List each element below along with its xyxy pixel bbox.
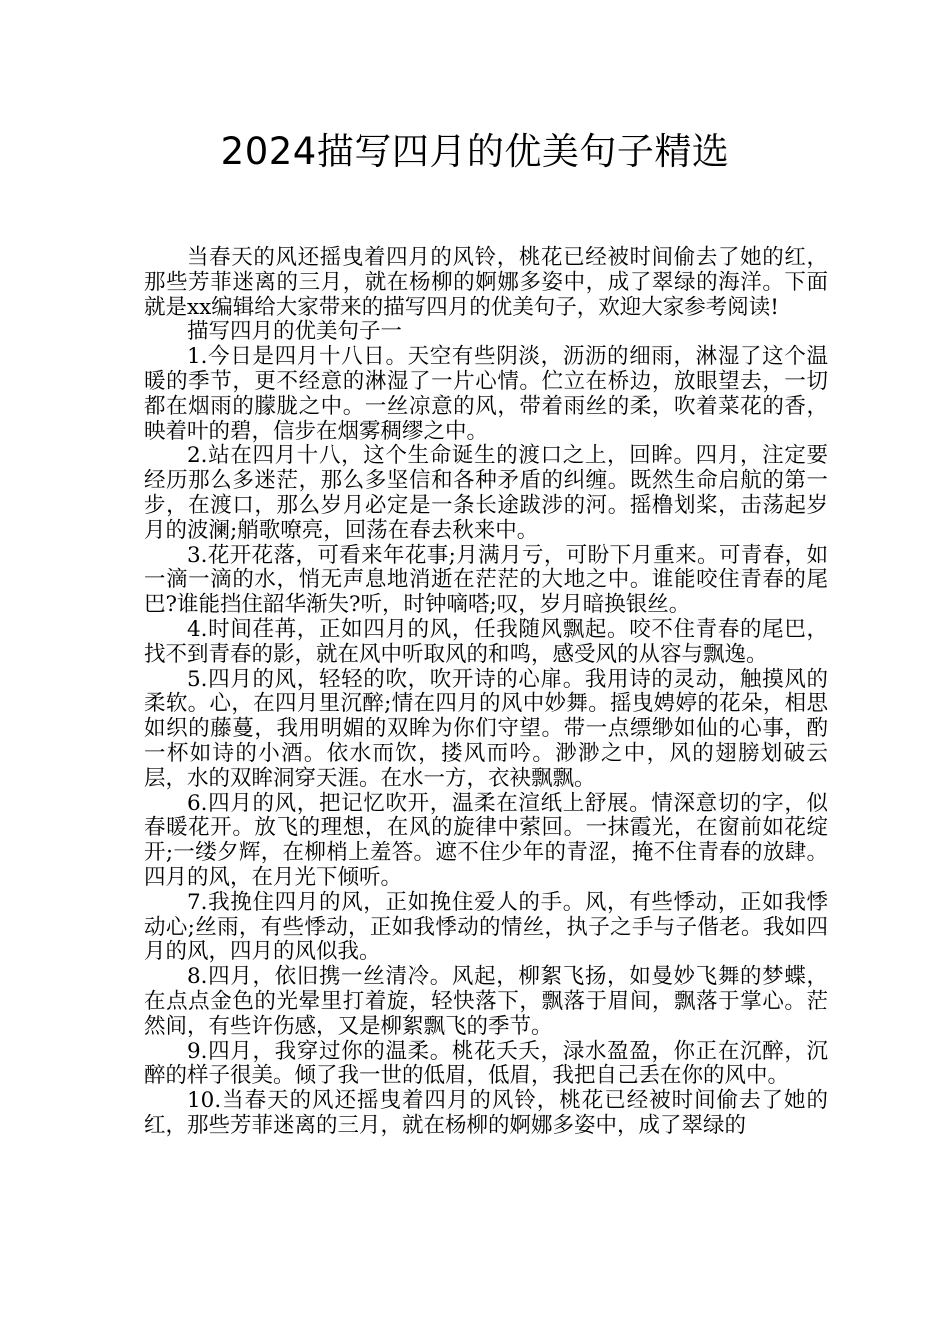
sentence-item-4: 4.时间荏苒，正如四月的风，任我随风飘起。咬不住青春的尾巴，找不到青春的影，就在风中听取风的和鸣，感受风的从容与飘逸。 [144,616,828,667]
sentence-item-8: 8.四月，依旧携一丝清冷。风起，柳絮飞扬，如曼妙飞舞的梦蝶，在点点金色的光晕里打着旋，轻快落下，飘落于眉间，飘落于掌心。茫然间，有些许伤感，又是柳絮飘飞的季节。 [144,964,828,1039]
sentence-item-6: 6.四月的风，把记忆吹开，温柔在渲纸上舒展。情深意切的字，似春暖花开。放飞的理想，在风的旋律中萦回。一抹霞光，在窗前如花绽开;一缕夕辉，在柳梢上羞答。遮不住少年的青涩，掩不住青春的放肆。四月的风，在月光下倾听。 [144,790,828,890]
document-title: 2024描写四月的优美句子精选 [220,130,730,173]
document-body [144,246,828,1139]
sentence-item-7: 7.我挽住四月的风，正如挽住爱人的手。风，有些悸动，正如我悸动心;丝雨，有些悸动，正如我悸动的情丝，执子之手与子偕老。我如四月的风，四月的风似我。 [144,889,828,965]
section-heading: 描写四月的优美句子一 [187,319,403,345]
sentence-item-1: 1.今日是四月十八日。天空有些阴淡，沥沥的细雨，淋湿了这个温暖的季节，更不经意的淋湿了一片心情。伫立在桥边，放眼望去，一切都在烟雨的朦胧之中。一丝凉意的风，带着雨丝的柔，吹着菜花的香，映着叶的碧，信步在烟雾稠缪之中。 [144,344,828,444]
sentence-item-3: 3.花开花落，可看来年花事;月满月亏，可盼下月重来。可青春，如一滴一滴的水，悄无声息地消逝在茫茫的大地之中。谁能咬住青春的尾巴?谁能挡住韶华渐失?听，时钟嘀嗒;叹，岁月暗换银丝。 [144,542,828,618]
intro-paragraph: 当春天的风还摇曳着四月的风铃，桃花已经被时间偷去了她的红，那些芳菲迷离的三月，就在杨柳的婀娜多姿中，成了翠绿的海洋。下面就是xx编辑给大家带来的描写四月的优美句子，欢迎大家参考阅读! [144,245,828,320]
sentence-item-5: 5.四月的风，轻轻的吹，吹开诗的心扉。我用诗的灵动，触摸风的柔软。心，在四月里沉醉;情在四月的风中妙舞。摇曳娉婷的花朵，相思如织的藤蔓，我用明媚的双眸为你们守望。带一点缥缈如仙的心事，酌一杯如诗的小酒。依水而饮，搂风而吟。渺渺之中，风的翅膀划破云层，水的双眸洞穿天涯。在水一方，衣袂飘飘。 [144,666,828,791]
sentence-item-10: 10.当春天的风还摇曳着四月的风铃，桃花已经被时间偷去了她的红，那些芳菲迷离的三月，就在杨柳的婀娜多姿中，成了翠绿的 [144,1088,828,1138]
sentence-item-2: 2.站在四月十八，这个生命诞生的渡口之上，回眸。四月，注定要经历那么多迷茫，那么多坚信和各种矛盾的纠缠。既然生命启航的第一步，在渡口，那么岁月必定是一条长途跋涉的河。摇橹划桨，击荡起岁月的波澜;艄歌嘹亮，回荡在春去秋来中。 [144,443,828,543]
sentence-item-9: 9.四月，我穿过你的温柔。桃花夭夭，渌水盈盈，你正在沉醉，沉醉的样子很美。倾了我一世的低眉，低眉，我把自己丢在你的风中。 [144,1038,828,1089]
